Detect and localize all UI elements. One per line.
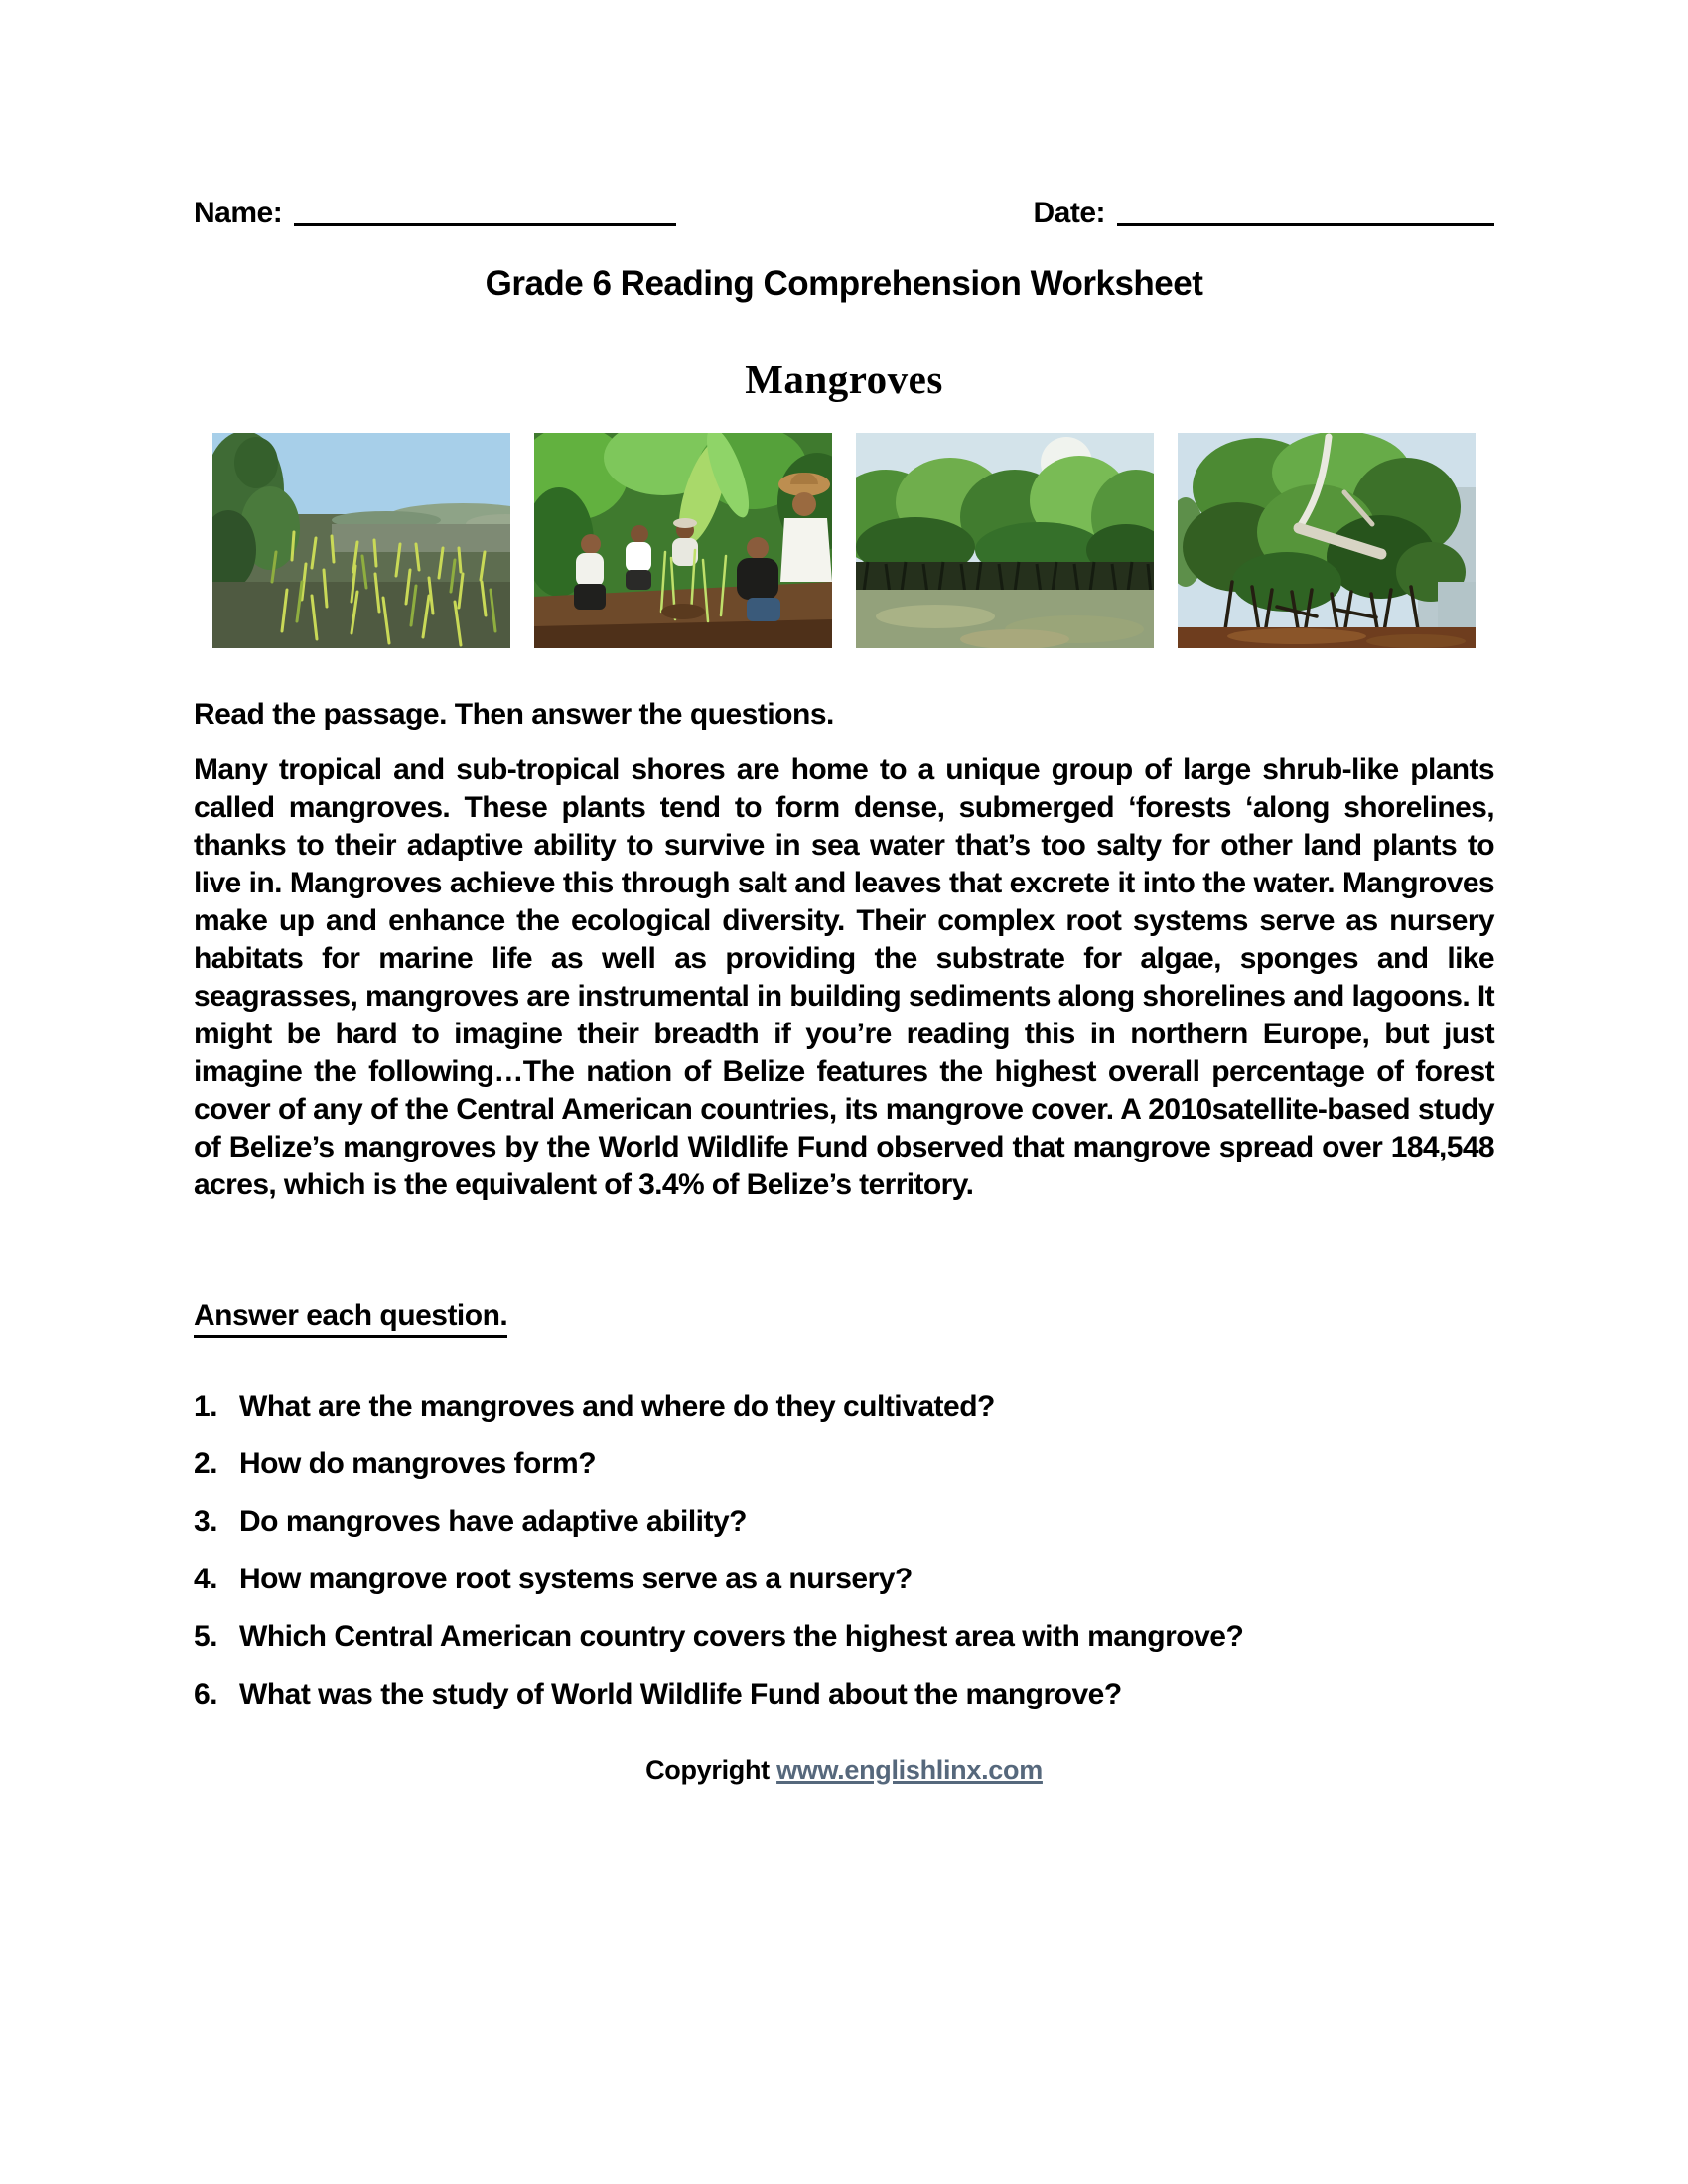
header-row (194, 199, 1494, 228)
copyright-label: Copyright (645, 1755, 777, 1785)
question-text: How mangrove root systems serve as a nursery? (239, 1563, 913, 1595)
question-text: What are the mangroves and where do they cultivated? (239, 1390, 995, 1423)
answer-heading (194, 1299, 1494, 1333)
name-field (194, 199, 676, 228)
mangrove-prop-roots-photo (1178, 433, 1476, 648)
passage-text: Many tropical and sub-tropical shores are home to a unique group of large shrub-like plants called mangroves. These plants tend to form dense, submerged ‘forests ‘along shorelines, thanks to their adaptive ability to survive in sea water that’s too salty for other land plants to live in. Mangroves achieve this through salt and leaves that excrete it into the water. Mangroves make up and enhance the ecological diversity. Their complex root systems serve as nursery habitats for marine life as well as providing the substrate for algae, sponges and like seagrasses, mangroves are instrumental in building sediments along shorelines and lagoons. It might be hard to imagine their breadth if you’re reading this in northern Europe, but just imagine the following…The nation of Belize features the highest overall percentage of forest cover of any of the Central American countries, its mangrove cover. A 2010satellite-based study of Belize’s mangroves by the World Wildlife Fund observed that mangrove spread over 184,548 acres, which is the equivalent of 3.4% of Belize’s territory. (194, 753, 1494, 1201)
question-number: 5. (194, 1620, 218, 1653)
photo-row (194, 433, 1494, 648)
question-text: How do mangroves form? (239, 1447, 597, 1480)
answer-heading-text: Answer each question. (194, 1299, 507, 1338)
page-title: Grade 6 Reading Comprehension Worksheet (485, 264, 1203, 303)
date-blank (1117, 219, 1494, 226)
date-label: Date: (1033, 197, 1105, 229)
planting-mangroves-photo (534, 433, 832, 648)
question-list (194, 1391, 1494, 1709)
question-number: 3. (194, 1505, 218, 1538)
question-text: Do mangroves have adaptive ability? (239, 1505, 748, 1538)
instruction-text: Read the passage. Then answer the questions. (194, 698, 834, 731)
question-text: Which Central American country covers the highest area with mangrove? (239, 1620, 1244, 1653)
name-blank (294, 219, 676, 226)
question-row (194, 1448, 1494, 1479)
question-row (194, 1564, 1494, 1594)
mangrove-forest-river-photo (856, 433, 1154, 648)
copyright-line (194, 1755, 1494, 1786)
question-text: What was the study of World Wildlife Fund about the mangrove? (239, 1678, 1122, 1710)
passage-title: Mangroves (745, 356, 943, 402)
mangrove-seedlings-photo (212, 433, 510, 648)
question-row (194, 1391, 1494, 1422)
question-row (194, 1506, 1494, 1537)
name-label: Name: (194, 197, 283, 229)
englishlinx-link[interactable]: www.englishlinx.com (776, 1755, 1043, 1785)
question-number: 2. (194, 1447, 218, 1480)
question-row (194, 1679, 1494, 1709)
question-number: 6. (194, 1678, 218, 1710)
question-number: 4. (194, 1563, 218, 1595)
date-field (1033, 199, 1494, 228)
question-number: 1. (194, 1390, 218, 1423)
question-row (194, 1621, 1494, 1652)
